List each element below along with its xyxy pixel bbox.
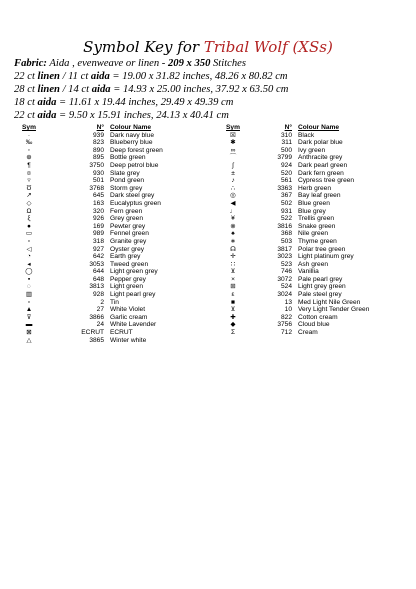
colour-name-cell: Dark polar blue xyxy=(298,139,343,147)
number-cell: 3363 xyxy=(277,184,292,192)
symbol-cell: ◔ xyxy=(27,253,31,261)
colour-name-cell: Black xyxy=(298,131,315,139)
colour-name-cell: Blue grey xyxy=(298,207,326,215)
number-cell: 645 xyxy=(92,192,104,200)
header-name: Colour Name xyxy=(110,124,152,131)
number-cell: 524 xyxy=(280,283,292,291)
colour-name-cell: Vanillia xyxy=(298,268,319,276)
number-cell: 368 xyxy=(280,230,292,238)
pattern-name: Tribal Wolf (XSs) xyxy=(203,38,333,56)
number-cell: 924 xyxy=(280,161,292,169)
stitch-size: 209 x 350 xyxy=(167,58,211,69)
number-cell: 503 xyxy=(280,237,292,245)
number-cell: 10 xyxy=(284,306,292,314)
colour-name-cell: Anthracite grey xyxy=(298,154,343,162)
colour-name-cell: Dark steel grey xyxy=(110,192,155,200)
symbol-cell: ε xyxy=(231,291,235,299)
number-cell: 520 xyxy=(280,169,292,177)
symbol-cell: ⊕ xyxy=(26,154,32,162)
colour-name-cell: Earth grey xyxy=(110,253,141,261)
number-cell: 823 xyxy=(92,139,104,147)
size-line-3 xyxy=(14,97,233,109)
colour-name-cell: Snake green xyxy=(298,222,336,230)
title-prefix: Symbol Key for xyxy=(83,38,200,56)
size-sep: / 11 ct xyxy=(59,71,91,82)
number-cell: 501 xyxy=(92,177,104,185)
symbol-cell: ◎ xyxy=(230,192,236,200)
symbol-cell: ◌ xyxy=(27,283,31,291)
colour-name-cell: Deep petrol blue xyxy=(110,161,159,169)
colour-name-cell: Fennel green xyxy=(110,230,149,238)
number-cell: 3053 xyxy=(89,260,104,268)
colour-name-cell: Bay leaf green xyxy=(298,192,341,200)
number-cell: 13 xyxy=(284,298,292,306)
symbol-cell: ✱ xyxy=(230,139,236,147)
symbol-cell: ▬ xyxy=(25,321,33,329)
number-cell: 522 xyxy=(280,215,292,223)
colour-name-cell: Pepper grey xyxy=(110,275,146,283)
symbol-cell: ☊ xyxy=(230,245,236,253)
symbol-cell: ⊻ xyxy=(230,306,236,314)
colour-name-cell: Med Light Nile Green xyxy=(298,298,361,306)
symbol-cell: ¥ xyxy=(231,215,235,223)
header-no: N° xyxy=(284,124,292,131)
symbol-cell: △ xyxy=(26,336,32,344)
size-line-4 xyxy=(14,110,229,122)
number-cell: 311 xyxy=(281,139,292,147)
colour-name-cell: ECRUT xyxy=(110,329,133,337)
colour-name-cell: Dark navy blue xyxy=(110,131,154,139)
number-cell: 3799 xyxy=(277,154,292,162)
colour-name-cell: Cypress tree green xyxy=(298,177,355,185)
number-cell: 648 xyxy=(92,275,104,283)
number-cell: 3813 xyxy=(89,283,104,291)
symbol-cell: ⊽ xyxy=(26,313,32,321)
colour-name-cell: Deep forest green xyxy=(110,146,163,154)
symbol-cell: ⊗ xyxy=(230,222,236,230)
size-dims: = 14.93 x 25.00 inches, 37.92 x 63.50 cm xyxy=(110,84,289,95)
number-cell: 927 xyxy=(92,245,104,253)
colour-name-cell: Pale steel grey xyxy=(298,291,342,299)
symbol-cell: ◇ xyxy=(26,199,32,207)
symbol-cell: ∷ xyxy=(230,260,236,268)
symbol-cell: ▥ xyxy=(25,291,33,299)
symbol-cell: ▲ xyxy=(25,306,33,314)
colour-name-cell: Blue green xyxy=(298,199,330,207)
size-fabric: linen xyxy=(37,71,60,82)
symbol-cell: × xyxy=(231,275,235,283)
colour-name-cell: Tin xyxy=(110,298,119,306)
symbol-cell: ◆ xyxy=(230,321,236,329)
size-dims: = 19.00 x 31.82 inches, 48.26 x 80.82 cm xyxy=(109,71,288,82)
size-line-2 xyxy=(14,84,288,96)
symbol-cell: Ω xyxy=(26,207,32,215)
colour-name-cell: Nile green xyxy=(298,230,329,238)
size-dims: = 11.61 x 19.44 inches, 29.49 x 49.39 cm xyxy=(56,97,234,108)
size-dims: = 9.50 x 15.91 inches, 24.13 x 40.41 cm xyxy=(56,110,229,121)
colour-name-cell: Cream xyxy=(298,329,318,337)
number-cell: 930 xyxy=(92,169,104,177)
colour-name-cell: Light pearl grey xyxy=(110,291,156,299)
symbol-cell: ● xyxy=(27,222,31,230)
stitch-suffix: Stitches xyxy=(210,58,246,69)
colour-name-cell: Ivy green xyxy=(298,146,326,154)
symbol-cell: Ʊ xyxy=(26,184,32,192)
symbol-cell: ʃ xyxy=(232,161,234,169)
number-cell: 500 xyxy=(280,146,292,154)
colour-name-cell: Granite grey xyxy=(110,237,147,245)
colour-name-cell: Dark fern green xyxy=(298,169,344,177)
size-line-1 xyxy=(14,71,288,83)
symbol-cell: ¤ xyxy=(27,169,31,177)
symbol-cell: ⊻ xyxy=(230,268,236,276)
number-cell: 939 xyxy=(92,131,104,139)
symbol-cell: ▿ xyxy=(27,177,31,185)
symbol-cell: ⊠ xyxy=(26,329,32,337)
number-cell: 989 xyxy=(92,230,104,238)
symbol-cell: ∞ xyxy=(230,146,236,154)
number-cell: 3866 xyxy=(89,313,104,321)
colour-name-cell: Light grey green xyxy=(298,283,346,291)
number-cell: 3750 xyxy=(89,161,104,169)
fabric-text: Aida , evenweave or linen - xyxy=(46,58,168,69)
symbol-cell: ‰ xyxy=(25,139,33,147)
number-cell: 928 xyxy=(92,291,104,299)
symbol-cell: ◦ xyxy=(27,146,31,154)
number-cell: 24 xyxy=(96,321,104,329)
symbol-cell: ✚ xyxy=(230,313,236,321)
symbol-cell: ξ xyxy=(27,215,31,223)
size-count: 22 ct xyxy=(14,71,35,82)
colour-name-cell: Winter white xyxy=(110,336,147,344)
number-cell: 3023 xyxy=(277,253,292,261)
symbol-cell: ◂ xyxy=(27,260,31,268)
number-cell: 523 xyxy=(280,260,292,268)
number-cell: 895 xyxy=(92,154,104,162)
symbol-cell: ⊞ xyxy=(230,283,236,291)
number-cell: 367 xyxy=(280,192,292,200)
number-cell: 318 xyxy=(92,237,104,245)
symbol-cell: ▫ xyxy=(27,298,31,306)
colour-name-cell: Pond green xyxy=(110,177,145,185)
colour-name-cell: Light green grey xyxy=(110,268,158,276)
colour-name-cell: Grey green xyxy=(110,215,143,223)
number-cell: 27 xyxy=(96,306,104,314)
colour-name-cell: Herb green xyxy=(298,184,331,192)
symbol-cell: ↗ xyxy=(26,192,32,200)
symbol-cell: ∗ xyxy=(230,237,236,245)
number-cell: 3865 xyxy=(89,336,104,344)
symbol-cell: ∴ xyxy=(230,184,236,192)
number-cell: 931 xyxy=(280,207,292,215)
fabric-line xyxy=(14,58,246,70)
colour-name-cell: Tweed green xyxy=(110,260,149,268)
number-cell: 3024 xyxy=(277,291,292,299)
number-cell: 502 xyxy=(280,199,292,207)
size-fabric: linen xyxy=(37,84,60,95)
symbol-cell: ♪ xyxy=(231,177,235,185)
symbol-cell: ◀ xyxy=(230,199,236,207)
symbol-cell: ♩ xyxy=(229,207,237,215)
header-sym: Sym xyxy=(22,124,36,131)
header-no: N° xyxy=(96,124,104,131)
number-cell: 746 xyxy=(280,268,292,276)
number-cell: 890 xyxy=(92,146,104,154)
colour-name-cell: Slate grey xyxy=(110,169,140,177)
number-cell: 822 xyxy=(280,313,292,321)
number-cell: 2 xyxy=(100,298,104,306)
colour-name-cell: Eucalyptus green xyxy=(110,199,161,207)
number-cell: 561 xyxy=(280,177,292,185)
number-cell: 3768 xyxy=(89,184,104,192)
symbol-cell: ☒ xyxy=(230,131,236,139)
number-cell: 642 xyxy=(92,253,104,261)
number-cell: 3817 xyxy=(277,245,292,253)
size-fabric-2: aida xyxy=(90,71,110,82)
colour-name-cell: Light platinum grey xyxy=(298,253,354,261)
number-cell: 644 xyxy=(92,268,104,276)
colour-name-cell: Polar tree green xyxy=(298,245,346,253)
size-fabric-2: aida xyxy=(91,84,111,95)
colour-name-cell: White Violet xyxy=(110,306,146,314)
number-cell: 712 xyxy=(280,329,292,337)
symbol-cell: Σ xyxy=(230,329,236,337)
colour-name-cell: Cloud blue xyxy=(298,321,330,329)
page-title xyxy=(0,38,416,56)
number-cell: 169 xyxy=(92,222,104,230)
colour-name-cell: Fern green xyxy=(110,207,143,215)
colour-name-cell: Pewter grey xyxy=(110,222,146,230)
colour-name-cell: Storm grey xyxy=(110,184,143,192)
symbol-cell: · xyxy=(27,131,31,139)
size-sep: / 14 ct xyxy=(59,84,92,95)
symbol-cell: ◁ xyxy=(26,245,32,253)
colour-name-cell: White Lavender xyxy=(110,321,157,329)
symbol-cell: ▫ xyxy=(27,237,31,245)
size-count: 28 ct xyxy=(14,84,35,95)
symbol-cell: ▭ xyxy=(25,230,33,238)
symbol-cell: ¶ xyxy=(27,161,31,169)
number-cell: 926 xyxy=(92,215,104,223)
symbol-cell: ✛ xyxy=(230,253,236,261)
colour-name-cell: Garlic cream xyxy=(110,313,148,321)
colour-name-cell: Blueberry blue xyxy=(110,139,153,147)
header-sym: Sym xyxy=(226,124,240,131)
colour-name-cell: Dark pearl green xyxy=(298,161,348,169)
size-count: 22 ct xyxy=(14,110,35,121)
number-cell: 310 xyxy=(280,131,292,139)
number-cell: 320 xyxy=(92,207,104,215)
number-cell: 3816 xyxy=(277,222,292,230)
colour-name-cell: Ash green xyxy=(298,260,329,268)
number-cell: 3756 xyxy=(277,321,292,329)
size-count: 18 ct xyxy=(14,97,35,108)
fabric-label: Fabric: xyxy=(14,58,47,69)
colour-name-cell: Thyme green xyxy=(298,237,337,245)
symbol-cell: ♠ xyxy=(231,230,235,238)
number-cell: ECRUT xyxy=(81,329,104,337)
size-fabric: aida xyxy=(37,97,57,108)
symbol-cell: ▪ xyxy=(27,275,31,283)
colour-name-cell: Bottle green xyxy=(110,154,146,162)
number-cell: 3072 xyxy=(277,275,292,283)
symbol-cell: ± xyxy=(231,169,235,177)
colour-name-cell: Light green xyxy=(110,283,143,291)
size-fabric: aida xyxy=(37,110,57,121)
symbol-cell: ◯ xyxy=(25,268,33,276)
symbol-cell: ⌒ xyxy=(229,154,237,162)
colour-name-cell: Trellis green xyxy=(298,215,335,223)
colour-name-cell: Cotton cream xyxy=(298,313,338,321)
header-name: Colour Name xyxy=(298,124,340,131)
colour-name-cell: Pale pearl grey xyxy=(298,275,343,283)
symbol-cell: ■ xyxy=(231,298,235,306)
number-cell: 163 xyxy=(92,199,104,207)
colour-name-cell: Oyster grey xyxy=(110,245,145,253)
colour-name-cell: Very Light Tender Green xyxy=(298,306,370,314)
